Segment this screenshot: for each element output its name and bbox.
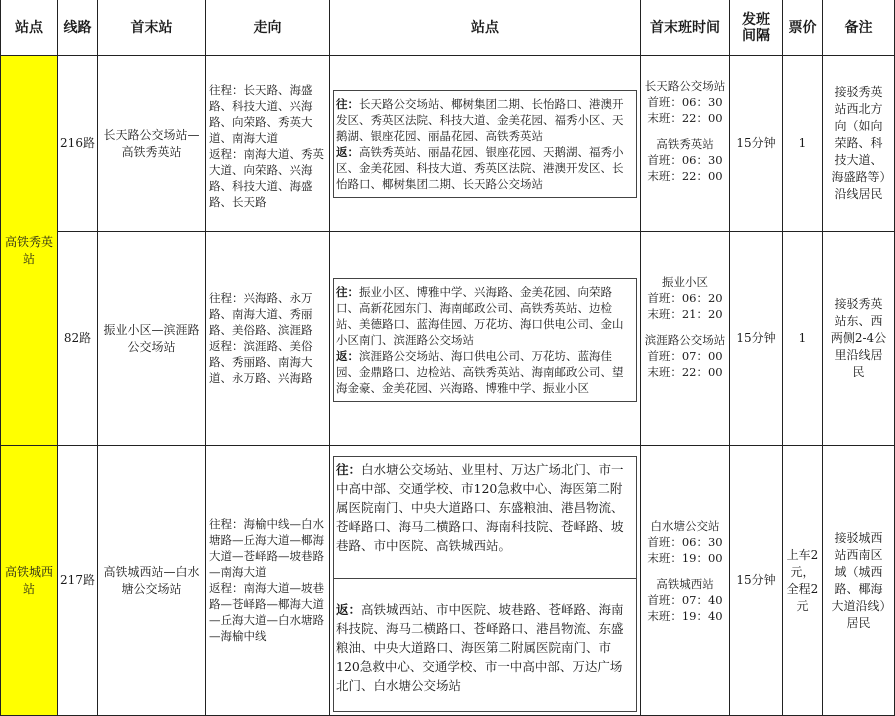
remarks-82: 接驳秀英站东、西两侧2-4公里沿线居民 <box>823 232 895 446</box>
times-stop: 高铁城西站 <box>656 577 714 591</box>
times-last: 末班：19：00 <box>647 551 723 565</box>
times-first: 首班：06：30 <box>647 535 723 549</box>
line-217: 217路 <box>58 446 98 716</box>
times-stop: 白水塘公交站 <box>650 519 720 533</box>
times-stop: 高铁秀英站 <box>656 137 714 151</box>
times-stop: 振业小区 <box>662 275 708 289</box>
terminals-217: 高铁城西站—白水塘公交场站 <box>98 446 206 716</box>
times-217 <box>641 446 730 716</box>
times-stop: 长天路公交场站 <box>644 79 726 93</box>
times-first: 首班：07：00 <box>647 349 723 363</box>
times-last: 末班：22：00 <box>647 111 723 125</box>
interval-217: 15分钟 <box>730 446 783 716</box>
go-stops: 白水塘公交场站、业里村、万达广场北门、市一中高中部、交通学校、市120急救中心、海医第二附属医院南门、中央大道路口、东盛粮油、港昌物流、苍峄路口、海马二横路口、海南科技院、苍峄路、坡巷路、市中医院、高铁城西站。 <box>336 462 624 553</box>
go-label: 往： <box>336 285 359 299</box>
remarks-216: 接驳秀英站西北方向（如向荣路、科技大道、海盛路等）沿线居民 <box>823 56 895 232</box>
header-stops: 站点 <box>330 0 641 56</box>
line-82: 82路 <box>58 232 98 446</box>
times-last: 末班：21：20 <box>647 307 723 321</box>
back-stops: 高铁城西站、市中医院、坡巷路、苍峄路、海南科技院、海马二横路口、苍峄路口、港昌物流、东盛粮油、中央大道路口、海医第二附属医院南门、市120急救中心、交通学校、市一中高中部、万达广场北门、白水塘公交场站 <box>336 602 624 693</box>
times-last: 末班：22：00 <box>647 365 723 379</box>
times-216 <box>641 56 730 232</box>
interval-82: 15分钟 <box>730 232 783 446</box>
header-times: 首末班时间 <box>641 0 730 56</box>
line-216: 216路 <box>58 56 98 232</box>
fare-217: 上车2元，全程2元 <box>783 446 823 716</box>
back-label: 返： <box>336 145 359 159</box>
terminals-216: 长天路公交场站—高铁秀英站 <box>98 56 206 232</box>
times-last: 末班：19：40 <box>647 609 723 623</box>
go-label: 往： <box>336 462 362 477</box>
direction-216: 往程：长天路、海盛路、科技大道、兴海路、向荣路、秀英大道、南海大道 返程：南海大道、秀英大道、向荣路、兴海路、科技大道、海盛路、长天路 <box>206 56 330 232</box>
header-fare: 票价 <box>783 0 823 56</box>
times-first: 首班：06：20 <box>647 291 723 305</box>
header-line: 线路 <box>58 0 98 56</box>
times-first: 首班：06：30 <box>647 153 723 167</box>
go-label: 往： <box>336 97 359 111</box>
header-direction: 走向 <box>206 0 330 56</box>
back-stops: 高铁秀英站、丽晶花园、银座花园、天鹅湖、福秀小区、金美花园、科技大道、秀英区法院、港澳开发区、长怡路口、椰树集团二期、长天路公交场站 <box>336 145 624 191</box>
header-interval: 发班间隔 <box>730 0 783 56</box>
direction-82: 往程：兴海路、永万路、南海大道、秀丽路、美俗路、滨涯路 返程：滨涯路、美俗路、秀丽路、南海大道、永万路、兴海路 <box>206 232 330 446</box>
times-stop: 滨涯路公交场站 <box>644 333 726 347</box>
stops-216 <box>330 56 641 232</box>
back-label: 返： <box>336 602 362 617</box>
interval-216: 15分钟 <box>730 56 783 232</box>
terminals-82: 振业小区—滨涯路公交场站 <box>98 232 206 446</box>
fare-82: 1 <box>783 232 823 446</box>
stops-217 <box>330 446 641 716</box>
times-last: 末班：22：00 <box>647 169 723 183</box>
go-stops: 长天路公交场站、椰树集团二期、长怡路口、港澳开发区、秀英区法院、科技大道、金美花园、福秀小区、天鹅湖、银座花园、丽晶花园、高铁秀英站 <box>336 97 624 143</box>
back-stops: 滨涯路公交场站、海口供电公司、万花坊、蓝海佳园、金鼎路口、边检站、高铁秀英站、海南邮政公司、望海金豪、金美花园、兴海路、博雅中学、振业小区 <box>336 349 624 395</box>
station-group-chengxi: 高铁城西站 <box>0 446 58 716</box>
times-first: 首班：06：30 <box>647 95 723 109</box>
direction-217: 往程：海榆中线—白水塘路—丘海大道—椰海大道—苍峄路—坡巷路—南海大道 返程：南海大道—坡巷路—苍峄路—椰海大道—丘海大道—白水塘路—海榆中线 <box>206 446 330 716</box>
remarks-217: 接驳城西站西南区域（城西路、椰海大道沿线）居民 <box>823 446 895 716</box>
fare-216: 1 <box>783 56 823 232</box>
times-first: 首班：07：40 <box>647 593 723 607</box>
times-82 <box>641 232 730 446</box>
header-remarks: 备注 <box>823 0 895 56</box>
stops-82 <box>330 232 641 446</box>
header-station: 站点 <box>0 0 58 56</box>
station-group-xiuying: 高铁秀英站 <box>0 56 58 446</box>
go-stops: 振业小区、博雅中学、兴海路、金美花园、向荣路口、高新花园东门、海南邮政公司、高铁秀英站、边检站、美德路口、蓝海佳园、万花坊、海口供电公司、金山小区南门、滨涯路公交场站 <box>336 285 624 347</box>
header-terminals: 首末站 <box>98 0 206 56</box>
back-label: 返： <box>336 349 359 363</box>
